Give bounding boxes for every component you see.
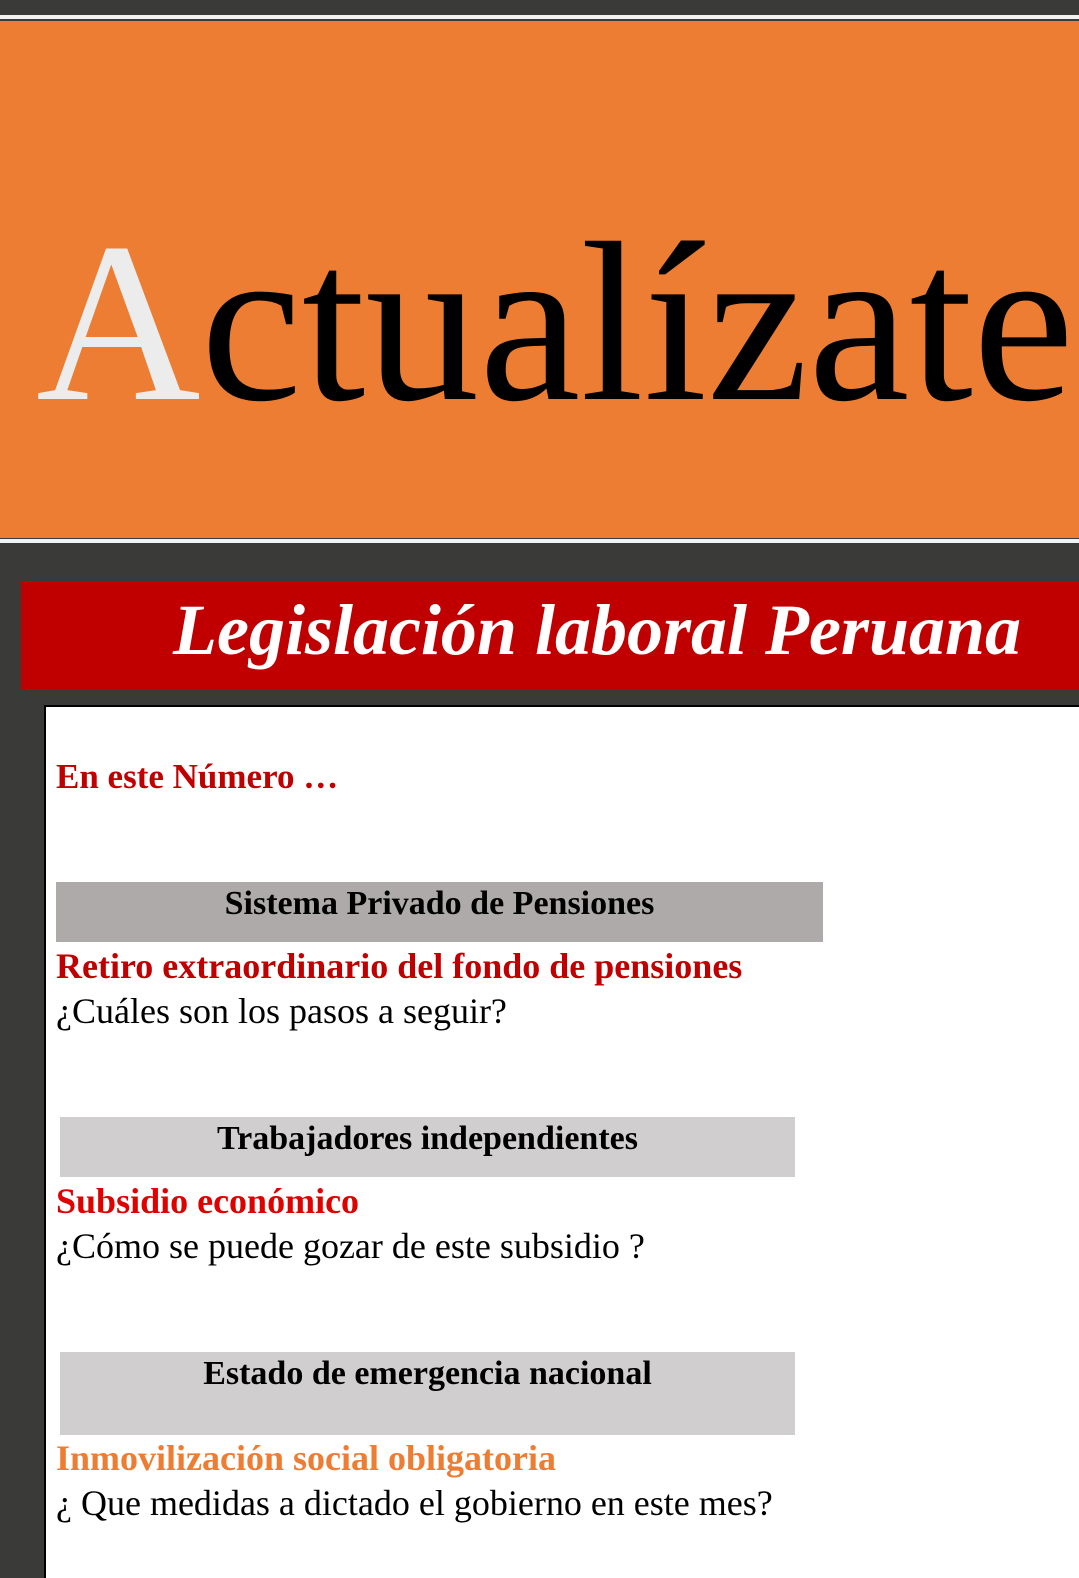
article-question-economic-subsidy: ¿Cómo se puede gozar de este subsidio ? — [56, 1226, 645, 1266]
bottom-divider-line — [0, 539, 1079, 543]
masthead-title — [36, 197, 1075, 449]
subtitle-text: Legislación laboral Peruana — [173, 590, 1022, 670]
masthead-title-rest: ctualízate — [200, 197, 1075, 449]
article-question-pension-withdrawal: ¿Cuáles son los pasos a seguir? — [56, 991, 507, 1031]
top-divider-line — [0, 15, 1079, 19]
section-category-pensions: Sistema Privado de Pensiones — [56, 882, 823, 942]
article-title-pension-withdrawal: Retiro extraordinario del fondo de pensiones — [56, 946, 743, 986]
article-title-economic-subsidy: Subsidio económico — [56, 1181, 360, 1221]
content-panel — [44, 705, 1079, 1578]
masthead-banner — [0, 21, 1079, 538]
section-category-national-emergency: Estado de emergencia nacional — [60, 1352, 795, 1435]
section-category-independent-workers: Trabajadores independientes — [60, 1117, 795, 1177]
masthead-title-initial: A — [36, 197, 201, 449]
article-question-social-immobilization: ¿ Que medidas a dictado el gobierno en este mes? — [56, 1483, 773, 1523]
article-title-social-immobilization: Inmovilización social obligatoria — [56, 1438, 556, 1478]
issue-heading: En este Número … — [56, 757, 339, 796]
subtitle-bar — [21, 581, 1079, 690]
